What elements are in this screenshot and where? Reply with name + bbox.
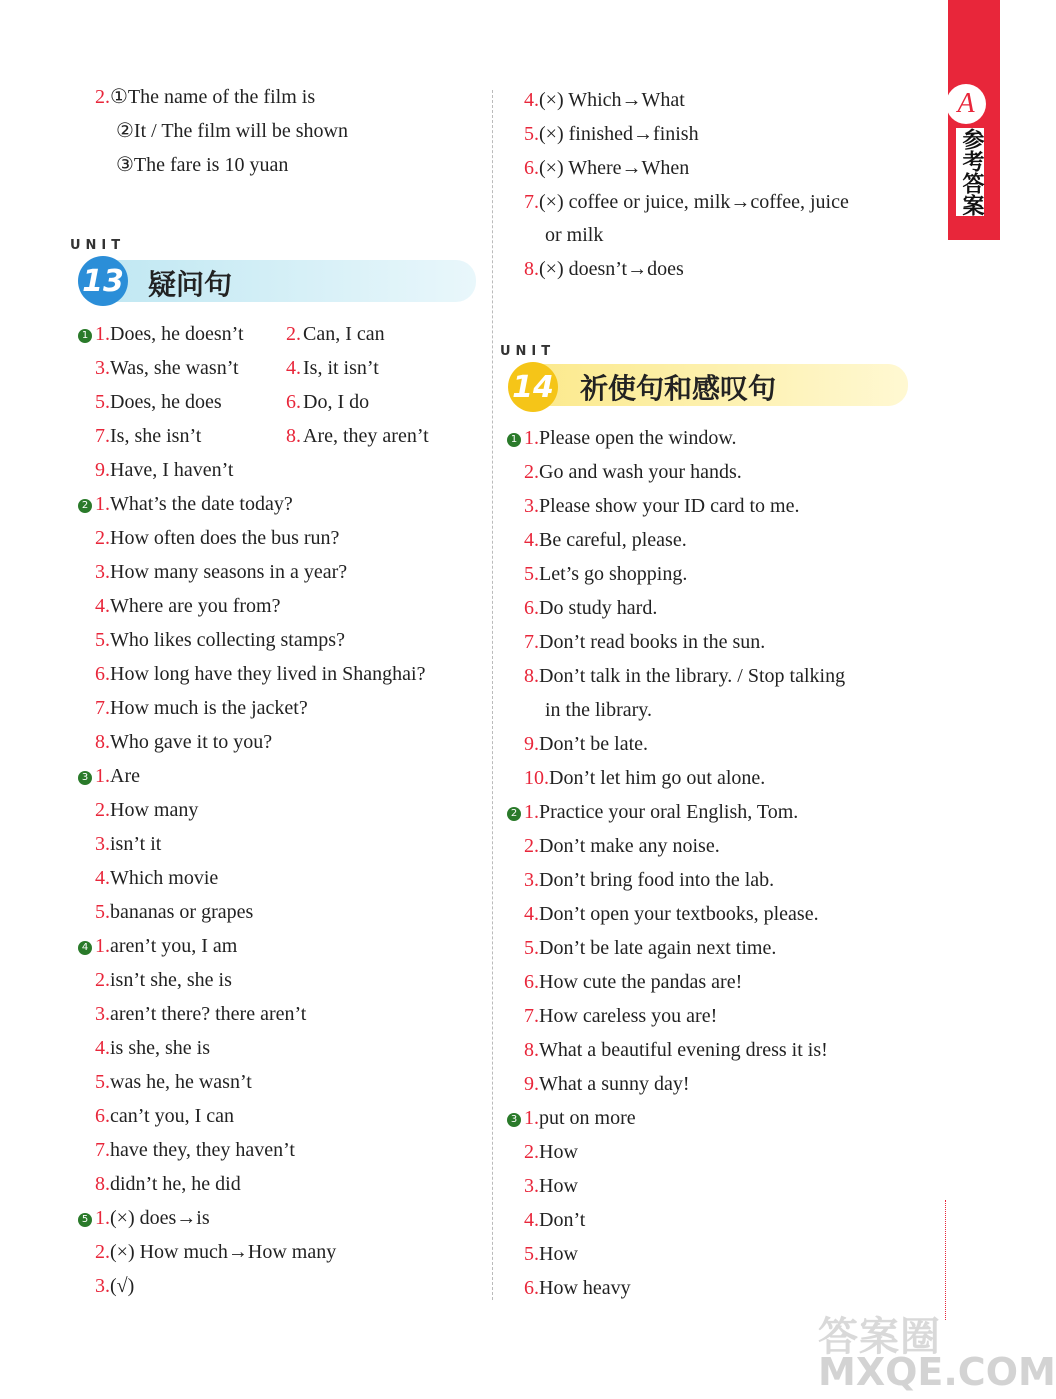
answer-line — [78, 558, 347, 586]
answer-text: How many — [110, 799, 199, 821]
item-number: 4. — [95, 595, 110, 617]
answer-line — [507, 1036, 828, 1064]
item-number: 4. — [524, 903, 539, 925]
answer-text: (×) coffee or juice, milk→coffee, juice — [539, 191, 849, 213]
item-number: 8. — [524, 258, 539, 280]
answer-text: Please open the window. — [539, 427, 737, 449]
unit14-badge: 14 — [508, 362, 558, 412]
answer-line — [507, 1138, 578, 1166]
answer-line — [507, 560, 687, 588]
watermark-url: MXQE.COM — [818, 1350, 1056, 1394]
answer-line — [507, 188, 849, 216]
answer-text: How heavy — [539, 1277, 631, 1299]
answer-line — [507, 764, 765, 792]
item-number: 6. — [286, 391, 301, 413]
answer-line — [507, 934, 776, 962]
item-number: 3. — [524, 1175, 539, 1197]
item-number: 4. — [524, 1209, 539, 1231]
answer-line — [78, 422, 429, 450]
section-bullet: 2 — [507, 807, 521, 821]
item-number: 8. — [286, 425, 301, 447]
answer-line — [78, 1204, 210, 1232]
answer-line — [78, 1034, 210, 1062]
item-number: 4. — [95, 867, 110, 889]
answer-line — [507, 1172, 578, 1200]
section-bullet: 3 — [507, 1113, 521, 1127]
item-number: 5. — [95, 1071, 110, 1093]
answer-text: in the library. — [545, 699, 653, 721]
item-number: 5. — [95, 391, 110, 413]
answer-text: Please show your ID card to me. — [539, 495, 800, 517]
answer-text: Let’s go shopping. — [539, 563, 688, 585]
answer-text: was he, he wasn’t — [110, 1071, 252, 1093]
margin-dots — [945, 1200, 946, 1320]
section-bullet: 4 — [78, 941, 92, 955]
item-number: 8. — [524, 1039, 539, 1061]
answer-line — [78, 117, 348, 145]
answer-line — [507, 221, 603, 249]
answer-text: Who gave it to you? — [110, 731, 273, 753]
item-number: 5. — [95, 629, 110, 651]
answer-text: isn’t it — [110, 833, 162, 855]
tab-letter: A — [946, 84, 986, 124]
answer-text: Are — [110, 765, 140, 787]
answer-text: Where are you from? — [110, 595, 281, 617]
answer-text: How — [539, 1175, 578, 1197]
answer-line — [78, 728, 272, 756]
item-number: 4. — [95, 1037, 110, 1059]
answer-text: Do study hard. — [539, 597, 658, 619]
answer-text: have they, they haven’t — [110, 1139, 295, 1161]
item-number: 6. — [524, 971, 539, 993]
answer-line — [507, 730, 648, 758]
answer-text: (×) doesn’t→does — [539, 258, 684, 280]
answer-text: bananas or grapes — [110, 901, 254, 923]
answer-text: (×) Which→What — [539, 89, 685, 111]
answer-text: Go and wash your hands. — [539, 461, 742, 483]
answer-text: Who likes collecting stamps? — [110, 629, 345, 651]
answer-text: Is, it isn’t — [303, 357, 379, 379]
item-number: 9. — [95, 459, 110, 481]
item-number: 7. — [524, 631, 539, 653]
item-number: 4. — [286, 357, 301, 379]
answer-line — [78, 1068, 252, 1096]
answer-line — [78, 966, 232, 994]
item-number: 7. — [95, 1139, 110, 1161]
item-number: 9. — [524, 733, 539, 755]
item-number: 2. — [95, 527, 110, 549]
answer-line — [78, 1136, 295, 1164]
answer-line — [78, 456, 233, 484]
answer-line — [78, 1170, 241, 1198]
answer-text: Which movie — [110, 867, 219, 889]
answer-text: How often does the bus run? — [110, 527, 340, 549]
answer-text: Have, I haven’t — [110, 459, 234, 481]
unit13-badge: 13 — [78, 256, 128, 306]
answer-text: How many seasons in a year? — [110, 561, 348, 583]
unit14-title: 祈使句和感叹句 — [580, 372, 777, 405]
answer-text: Don’t let him go out alone. — [549, 767, 766, 789]
item-number: 2. — [524, 461, 539, 483]
answer-text: ③The fare is 10 yuan — [116, 154, 289, 176]
answer-text: How — [539, 1243, 578, 1265]
answer-line — [507, 1206, 585, 1234]
answer-line — [507, 1274, 631, 1302]
answer-line — [507, 154, 689, 182]
answer-text: What a beautiful evening dress it is! — [539, 1039, 828, 1061]
column-divider — [492, 90, 493, 1300]
answer-line — [78, 83, 315, 111]
tab-title: 参考答案 — [956, 128, 984, 216]
answer-line — [507, 86, 685, 114]
item-number: 8. — [524, 665, 539, 687]
answer-text: aren’t there? there aren’t — [110, 1003, 307, 1025]
answer-line — [507, 594, 657, 622]
answer-line — [507, 1240, 578, 1268]
item-number: 2. — [95, 969, 110, 991]
item-number: 4. — [524, 529, 539, 551]
answer-text: Does, he does — [110, 391, 222, 413]
item-number: 2. — [524, 1141, 539, 1163]
answer-text: put on more — [539, 1107, 636, 1129]
answer-line — [78, 864, 218, 892]
item-number: 7. — [95, 425, 110, 447]
answer-text: Do, I do — [303, 391, 370, 413]
item-number: 1. — [95, 323, 110, 345]
item-number: 6. — [95, 663, 110, 685]
answer-line — [78, 1000, 306, 1028]
answer-line — [507, 1104, 636, 1132]
answer-text: Is, she isn’t — [110, 425, 202, 447]
answer-text: (×) How much→How many — [110, 1241, 337, 1263]
section-bullet: 3 — [78, 771, 92, 785]
item-number: 1. — [95, 935, 110, 957]
answer-line — [78, 490, 293, 518]
answer-line — [78, 388, 370, 416]
item-number: 10. — [524, 767, 549, 789]
answer-line — [78, 1102, 234, 1130]
answer-text: (√) — [110, 1275, 135, 1297]
answer-line — [507, 968, 742, 996]
answer-line — [78, 320, 385, 348]
item-number: 4. — [524, 89, 539, 111]
answer-line — [507, 900, 819, 928]
answer-text: (×) Where→When — [539, 157, 690, 179]
item-number: 5. — [524, 123, 539, 145]
answer-line — [78, 660, 426, 688]
item-number: 3. — [524, 869, 539, 891]
answer-text: How cute the pandas are! — [539, 971, 743, 993]
answer-text: Does, he doesn’t — [110, 323, 244, 345]
answer-line — [78, 830, 161, 858]
answer-text: Don’t talk in the library. / Stop talking — [539, 665, 846, 687]
item-number: 6. — [524, 1277, 539, 1299]
answer-text: Don’t make any noise. — [539, 835, 720, 857]
answer-text: Don’t be late. — [539, 733, 649, 755]
section-bullet: 1 — [78, 329, 92, 343]
item-number: 5. — [524, 563, 539, 585]
answer-line — [78, 898, 253, 926]
answer-line — [507, 696, 652, 724]
answer-line — [507, 866, 774, 894]
item-number: 6. — [524, 597, 539, 619]
answer-text: (×) does→is — [110, 1207, 210, 1229]
answer-line — [507, 492, 800, 520]
item-number: 1. — [524, 427, 539, 449]
answer-text: How — [539, 1141, 578, 1163]
answer-text: Can, I can — [303, 323, 385, 345]
answer-text: What a sunny day! — [539, 1073, 690, 1095]
answer-text: ①The name of the film is — [110, 86, 316, 108]
answer-text: aren’t you, I am — [110, 935, 238, 957]
item-number: 7. — [524, 1005, 539, 1027]
answer-line — [78, 932, 237, 960]
answer-line — [78, 762, 140, 790]
answer-text: didn’t he, he did — [110, 1173, 241, 1195]
answer-text: Don’t be late again next time. — [539, 937, 777, 959]
item-number: 9. — [524, 1073, 539, 1095]
item-number: 6. — [524, 157, 539, 179]
unit14-word: UNIT — [500, 344, 556, 359]
item-number: 1. — [95, 765, 110, 787]
item-number: 8. — [95, 1173, 110, 1195]
answer-line — [507, 424, 737, 452]
answer-line — [507, 526, 687, 554]
item-number: 2. — [95, 86, 110, 108]
unit13-title: 疑问句 — [148, 268, 233, 301]
answer-line — [507, 662, 845, 690]
answer-text: Don’t bring food into the lab. — [539, 869, 775, 891]
answer-line — [78, 626, 345, 654]
answer-text: or milk — [545, 224, 604, 246]
answer-line — [78, 524, 339, 552]
item-number: 3. — [95, 357, 110, 379]
answer-text: Don’t open your textbooks, please. — [539, 903, 819, 925]
answer-text: Be careful, please. — [539, 529, 687, 551]
answer-line — [78, 1238, 336, 1266]
answer-text: Are, they aren’t — [303, 425, 429, 447]
item-number: 2. — [286, 323, 301, 345]
item-number: 5. — [524, 1243, 539, 1265]
answer-text: (×) finished→finish — [539, 123, 699, 145]
answer-line — [78, 694, 308, 722]
answer-line — [507, 628, 765, 656]
item-number: 1. — [95, 1207, 110, 1229]
item-number: 3. — [524, 495, 539, 517]
answer-line — [507, 458, 742, 486]
answer-text: How much is the jacket? — [110, 697, 308, 719]
item-number: 2. — [95, 1241, 110, 1263]
answer-line — [78, 796, 198, 824]
answer-line — [78, 354, 379, 382]
answer-line — [507, 832, 720, 860]
answer-text: Don’t — [539, 1209, 586, 1231]
item-number: 2. — [95, 799, 110, 821]
item-number: 3. — [95, 833, 110, 855]
answer-text: How long have they lived in Shanghai? — [110, 663, 426, 685]
item-number: 1. — [524, 1107, 539, 1129]
answer-line — [78, 592, 280, 620]
answer-text: Was, she wasn’t — [110, 357, 239, 379]
item-number: 2. — [524, 835, 539, 857]
answer-line — [507, 255, 684, 283]
item-number: 1. — [524, 801, 539, 823]
answer-line — [507, 1070, 690, 1098]
answer-text: Don’t read books in the sun. — [539, 631, 766, 653]
answer-line — [507, 798, 798, 826]
answer-text: What’s the date today? — [110, 493, 293, 515]
item-number: 1. — [95, 493, 110, 515]
item-number: 5. — [524, 937, 539, 959]
section-bullet: 5 — [78, 1213, 92, 1227]
answer-line — [78, 151, 288, 179]
item-number: 7. — [95, 697, 110, 719]
item-number: 8. — [95, 731, 110, 753]
unit13-word: UNIT — [70, 238, 126, 253]
section-bullet: 2 — [78, 499, 92, 513]
answer-line — [78, 1272, 134, 1300]
answer-line — [507, 1002, 717, 1030]
answer-text: Practice your oral English, Tom. — [539, 801, 799, 823]
watermark: 答案圈 — [818, 1314, 941, 1360]
answer-text: How careless you are! — [539, 1005, 718, 1027]
answer-line — [507, 120, 699, 148]
answer-text: ②It / The film will be shown — [116, 120, 348, 142]
item-number: 3. — [95, 561, 110, 583]
item-number: 6. — [95, 1105, 110, 1127]
answer-text: is she, she is — [110, 1037, 210, 1059]
item-number: 5. — [95, 901, 110, 923]
item-number: 3. — [95, 1275, 110, 1297]
answer-text: isn’t she, she is — [110, 969, 232, 991]
item-number: 7. — [524, 191, 539, 213]
section-bullet: 1 — [507, 433, 521, 447]
item-number: 3. — [95, 1003, 110, 1025]
answer-text: can’t you, I can — [110, 1105, 235, 1127]
